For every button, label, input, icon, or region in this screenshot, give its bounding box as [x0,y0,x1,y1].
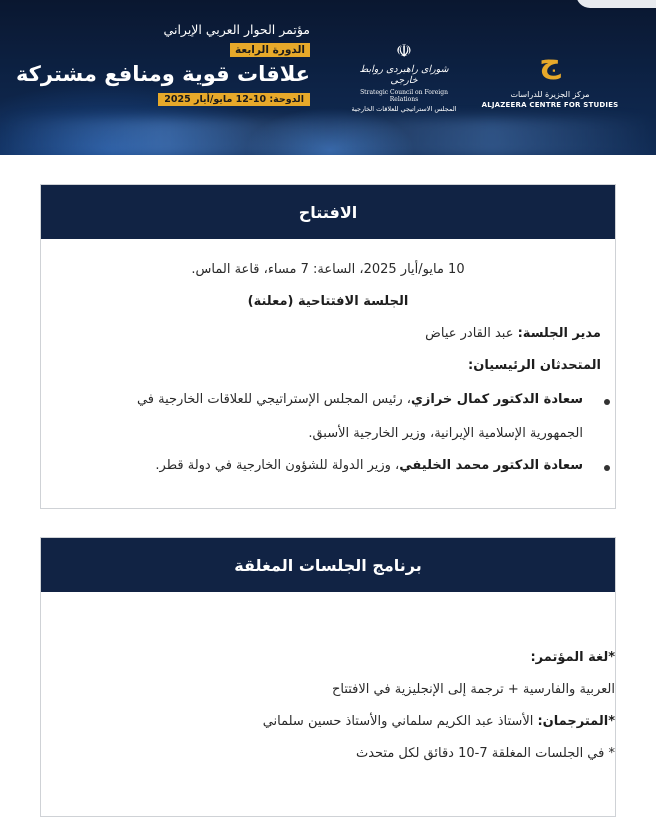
chair-name: عبد القادر عياض [425,326,514,341]
conference-language-value: العربية والفارسية + ترجمة إلى الإنجليزية في الافتتاح [331,682,615,697]
conference-headline: علاقات قوية ومنافع مشتركة [15,62,310,86]
closed-sessions-heading: برنامج الجلسات المغلقة [41,538,615,592]
conference-info [10,22,310,106]
speaker-1-desc-line2: الجمهورية الإسلامية الإيرانية، وزير الخارجية الأسبق. [308,426,583,441]
edition-badge: الدورة الرابعة [230,43,310,57]
aljazeera-logo-icon: ج [539,45,561,80]
translators-value: الأستاذ عبد الكريم سلماني والأستاذ حسين سلماني [262,714,538,729]
speaker-2 [41,456,615,476]
speaker-2-desc: ، وزير الدولة للشؤون الخارجية في دولة قطر. [155,458,400,473]
aljazeera-name-en: ALJAZEERA CENTRE FOR STUDIES [481,101,619,109]
opening-card [40,184,616,509]
chair-label: مدير الجلسة: [517,326,601,341]
council-logo [348,42,460,113]
speaker-1 [41,390,615,410]
date-badge: الدوحة: 10-12 مايو/أيار 2025 [158,93,310,106]
aljazeera-logo [480,42,620,109]
speaking-time-note: * في الجلسات المغلقة 7-10 دقائق لكل متحدث [355,746,615,761]
conference-title: مؤتمر الحوار العربي الإيراني [163,22,310,37]
speaker-1-name: سعادة الدكتور كمال خرازي [410,392,583,407]
opening-body [41,239,615,509]
council-name-ar: المجلس الاستراتيجي للعلاقات الخارجية [351,105,457,113]
translators [41,712,615,732]
conference-language-label: *لغة المؤتمر: [530,650,615,665]
speakers-label: المتحدثان الرئيسيان: [468,358,601,373]
council-name-fa: شورای راهبردی روابط خارجی [359,64,449,86]
banner-light-streak [0,118,656,155]
council-name-en: Strategic Council on Foreign Relations [360,89,448,103]
opening-session-title: الجلسة الافتتاحية (معلنة) [247,294,409,309]
speaker-2-name: سعادة الدكتور محمد الخليفي [399,458,583,473]
iran-emblem-icon: ☫ [395,41,413,62]
closed-sessions-body [41,592,615,812]
aljazeera-name-ar: مركز الجزيرة للدراسات [510,90,590,99]
opening-date-line: 10 مايو/أيار 2025، الساعة: 7 مساء، قاعة الماس. [191,262,465,277]
translators-label: *المترجمان: [537,714,615,729]
conference-banner [0,0,656,155]
session-chair [41,324,615,344]
top-corner-tab [576,0,656,8]
speaker-1-desc-line1: ، رئيس المجلس الإستراتيجي للعلاقات الخارجية في [136,392,411,407]
closed-sessions-card [40,537,616,817]
opening-heading: الافتتاح [41,185,615,239]
